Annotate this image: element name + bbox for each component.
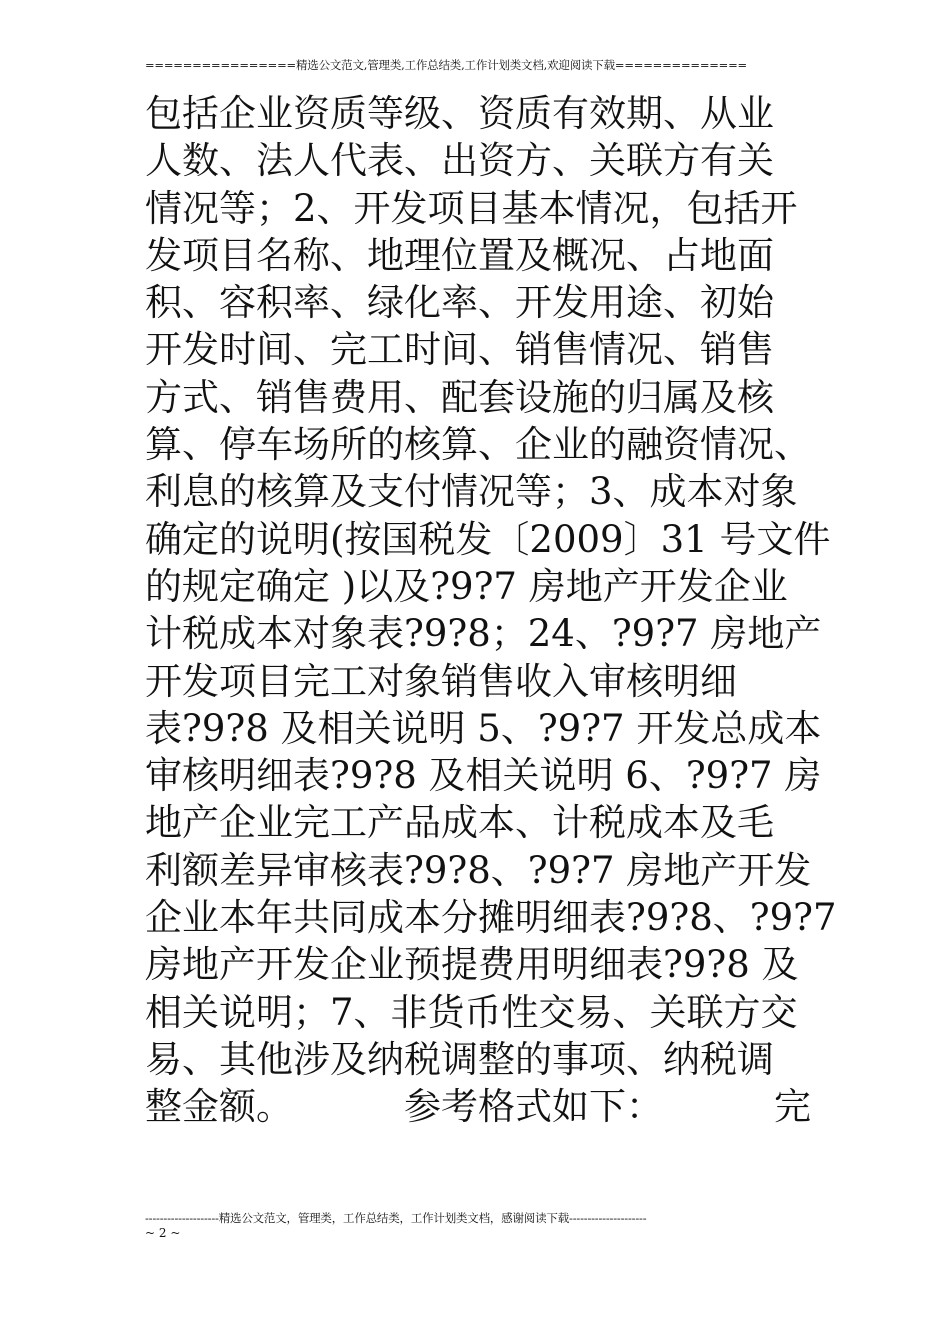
- body-line: 算、停车场所的核算、企业的融资情况、: [145, 423, 811, 467]
- body-text: [145, 90, 837, 1131]
- body-line-last: [145, 1083, 811, 1130]
- body-line: 利息的核算及支付情况等；3、成本对象: [145, 470, 798, 514]
- body-line: 情况等；2、开发项目基本情况，包括开: [145, 186, 798, 230]
- body-line: 包括企业资质等级、资质有效期、从业: [145, 92, 774, 135]
- body-line: 确定的说明(按国税发〔2009〕31 号文件: [145, 517, 831, 561]
- body-line: 表?9?8 及相关说明 5、?9?7 开发总成本: [145, 706, 822, 750]
- body-line: 人数、法人代表、出资方、关联方有关: [145, 139, 774, 183]
- body-line: 相关说明；7、非货币性交易、关联方交: [145, 990, 798, 1034]
- body-line: 发项目名称、地理位置及概况、占地面: [145, 233, 774, 277]
- body-line: 房地产开发企业预提费用明细表?9?8 及: [145, 943, 799, 987]
- body-line: 审核明细表?9?8 及相关说明 6、?9?7 房: [145, 754, 822, 798]
- page-number: ~ 2 ~: [145, 1226, 181, 1240]
- body-line: 地产企业完工产品成本、计税成本及毛: [145, 801, 774, 845]
- body-line-last-part1: 整金额。: [145, 1085, 293, 1129]
- page-header: ================精选公文范文,管理类,工作总结类,工作计划类文档,欢迎阅读下载==============: [145, 58, 747, 72]
- body-line: 利额差异审核表?9?8、?9?7 房地产开发: [145, 848, 812, 892]
- page-footer: --------------------精选公文范文，管理类，工作总结类，工作计划类文档，感谢阅读下载---------------------: [145, 1211, 647, 1225]
- body-line: 开发时间、完工时间、销售情况、销售: [145, 328, 774, 372]
- body-line: 开发项目完工对象销售收入审核明细: [145, 659, 737, 703]
- body-line: 积、容积率、绿化率、开发用途、初始: [145, 281, 774, 325]
- body-line: 方式、销售费用、配套设施的归属及核: [145, 375, 774, 419]
- body-line: 易、其他涉及纳税调整的事项、纳税调: [145, 1037, 774, 1081]
- body-line: 企业本年共同成本分摊明细表?9?8、?9?7: [145, 896, 837, 940]
- body-line-last-part3: 完: [774, 1085, 811, 1129]
- body-line: 的规定确定 )以及?9?7 房地产开发企业: [145, 564, 788, 608]
- body-line-last-part2: 参考格式如下：: [404, 1085, 663, 1129]
- body-line: 计税成本对象表?9?8；24、?9?7 房地产: [145, 612, 822, 656]
